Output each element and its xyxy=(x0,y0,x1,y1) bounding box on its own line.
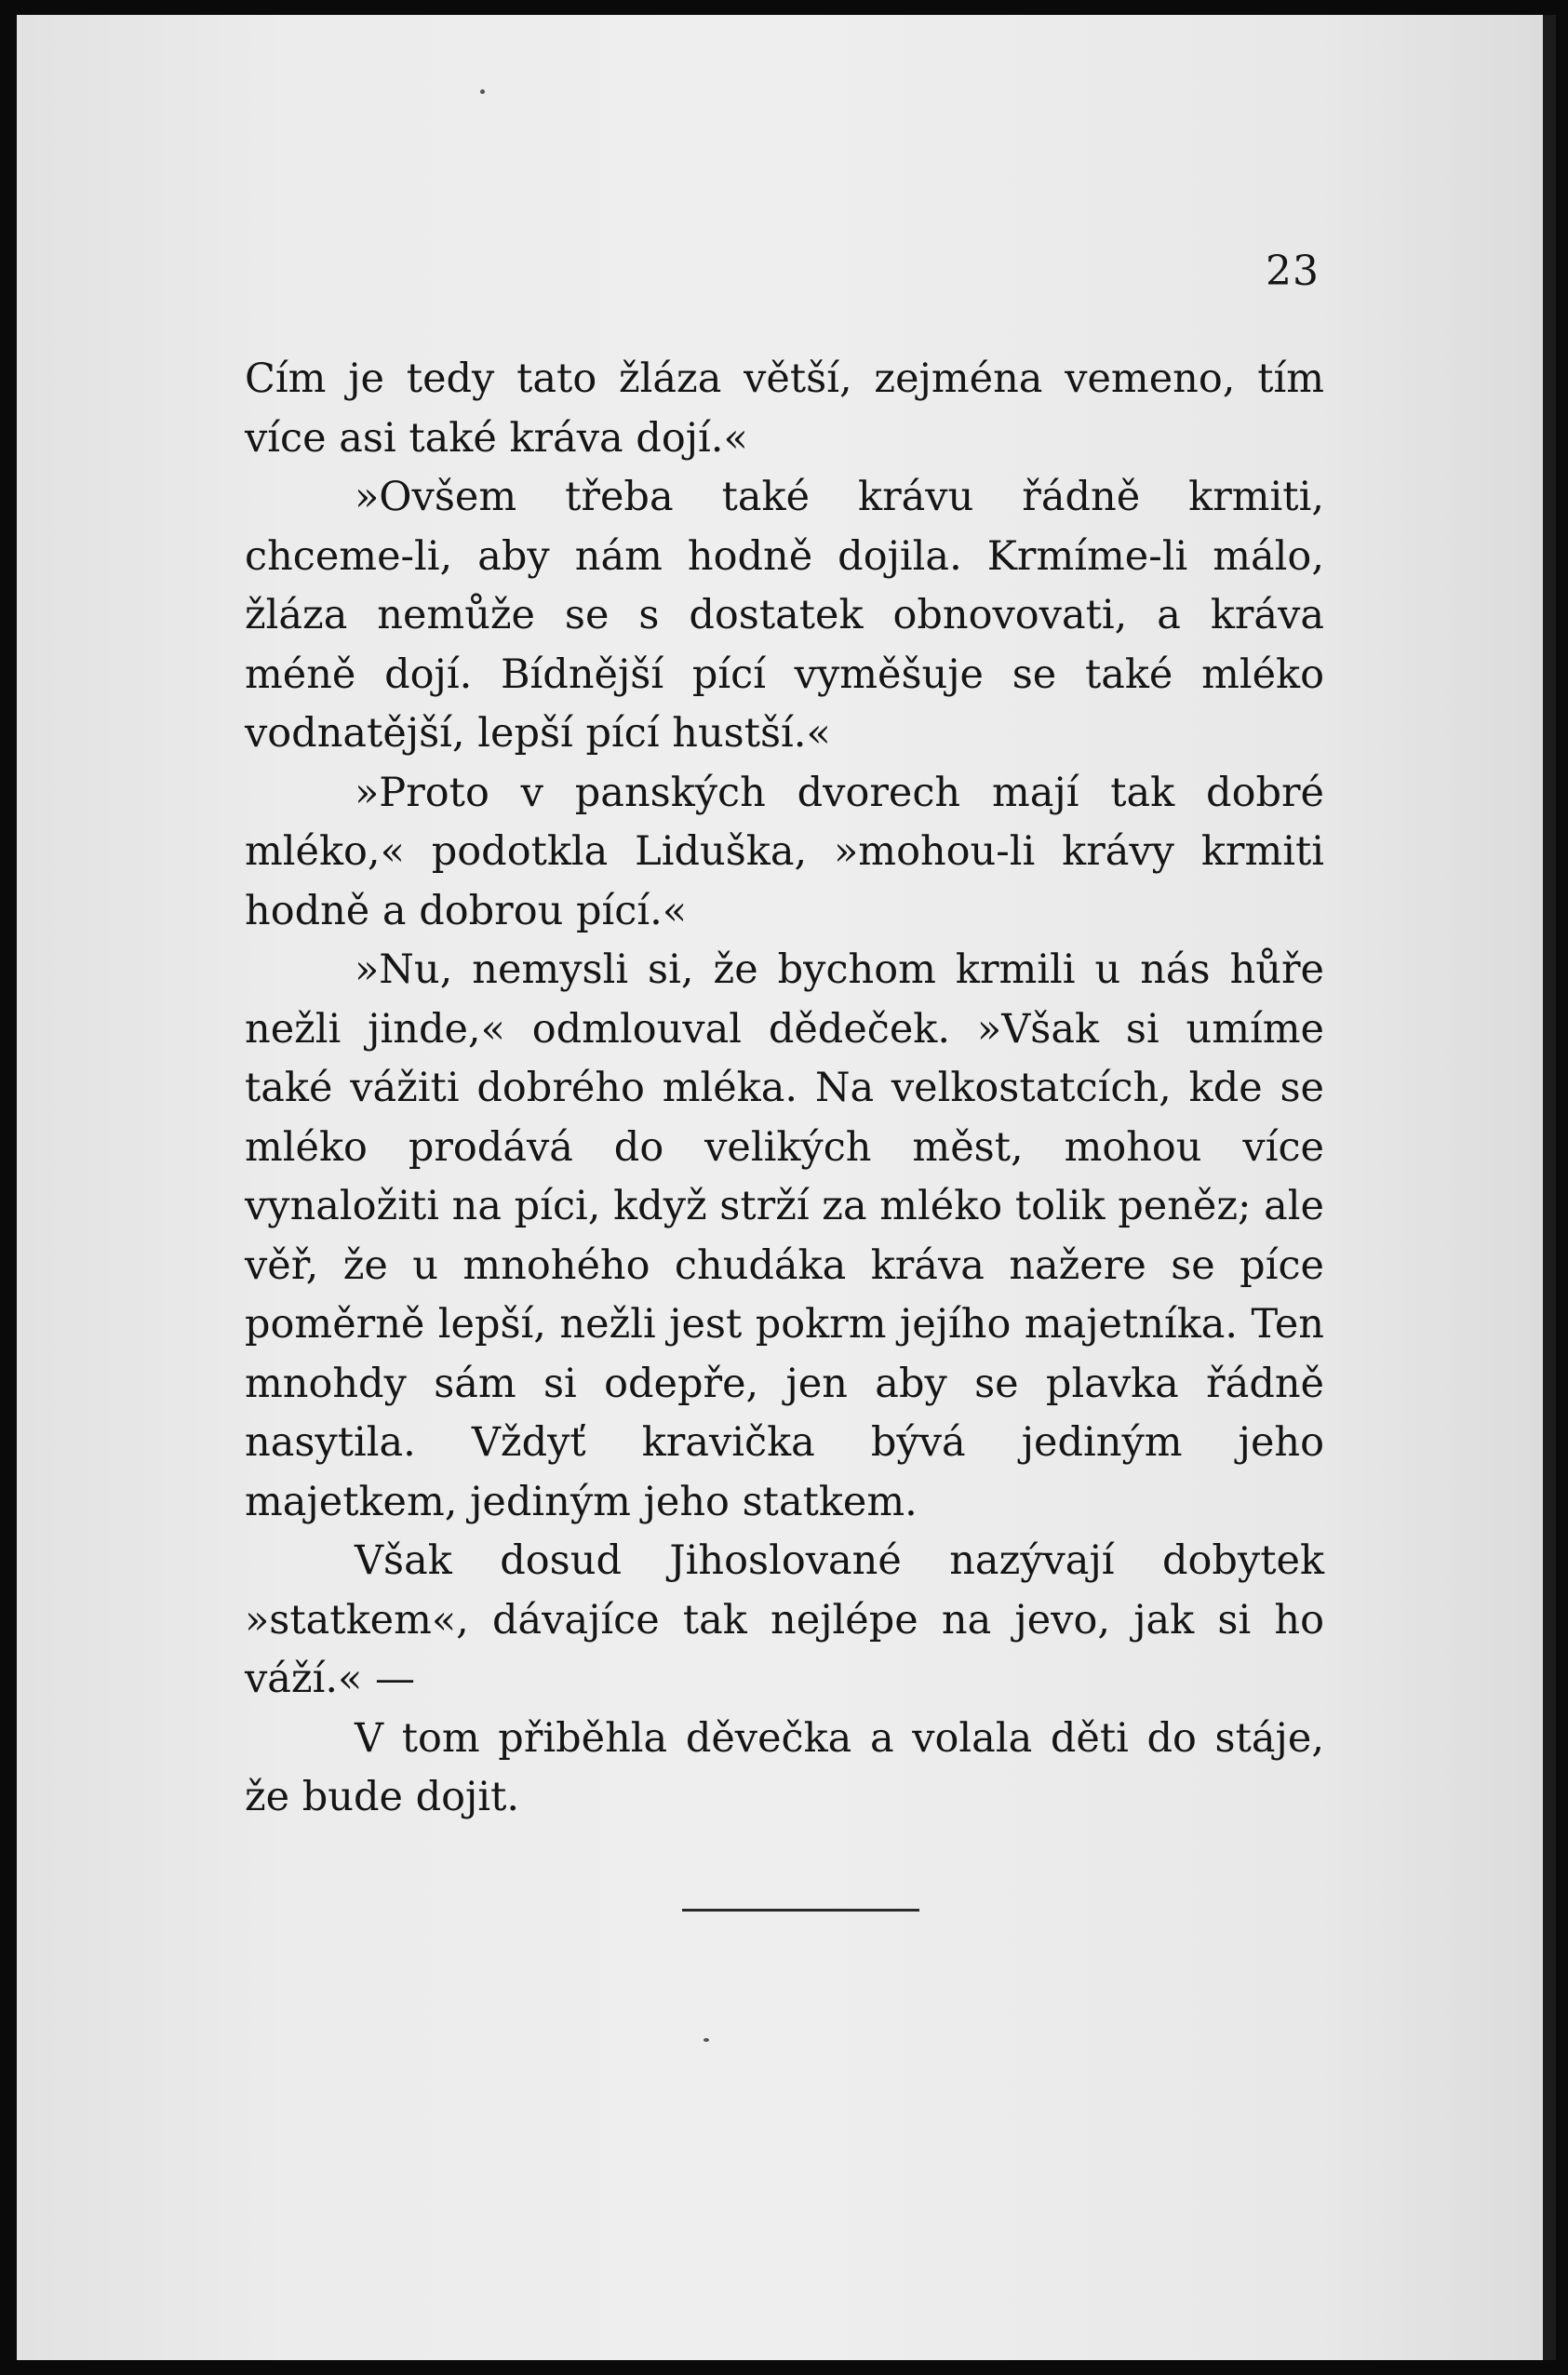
dust-speck xyxy=(704,2038,709,2042)
dust-speck xyxy=(480,89,485,94)
page-number: 23 xyxy=(1266,248,1320,295)
paragraph-4: »Nu, nemysli si, že bychom krmili u nás hůře nežli jinde,« odmlouval dědeček. »Však si umíme také vážiti dobrého mléka. Na velkostatcích, kde se mléko prodává do velikých měst, mohou více vynaložiti na píci, když strží za mléko tolik peněz; ale věř, že u mnohého chudáka kráva nažere se píce poměrně lepší, nežli jest pokrm jejího majetníka. Ten mnohdy sám si odepře, jen aby se plavka řádně nasytila. Vždyť kravička bývá jediným jeho majetkem, jediným jeho statkem. xyxy=(245,946,1324,1525)
paragraph-6: V tom přiběhla děvečka a volala děti do stáje, že bude dojit. xyxy=(245,1714,1324,1820)
paragraph-5: Však dosud Jihoslované nazývají dobytek »statkem«, dávajíce tak nejlépe na jevo, jak si ho váží.« — xyxy=(245,1537,1324,1702)
paragraph-2: »Ovšem třeba také krávu řádně krmiti, chceme-li, aby nám hodně dojila. Krmíme-li málo, žláza nemůže se s dostatek obnovovati, a kráva méně dojí. Bídnější pící vyměšuje se také mléko vodnatější, lepší pící hustší.« xyxy=(245,474,1324,757)
paragraph-1: Cím je tedy tato žláza větší, zejména vemeno, tím více asi také kráva dojí.« xyxy=(245,356,1324,462)
book-page xyxy=(17,15,1556,2360)
section-divider xyxy=(682,1909,919,1912)
paragraph-3: »Proto v panských dvorech mají tak dobré mléko,« podotkla Liduška, »mohou-li krávy krmiti hodně a dobrou pící.« xyxy=(245,769,1324,934)
body-text xyxy=(245,350,1324,1828)
